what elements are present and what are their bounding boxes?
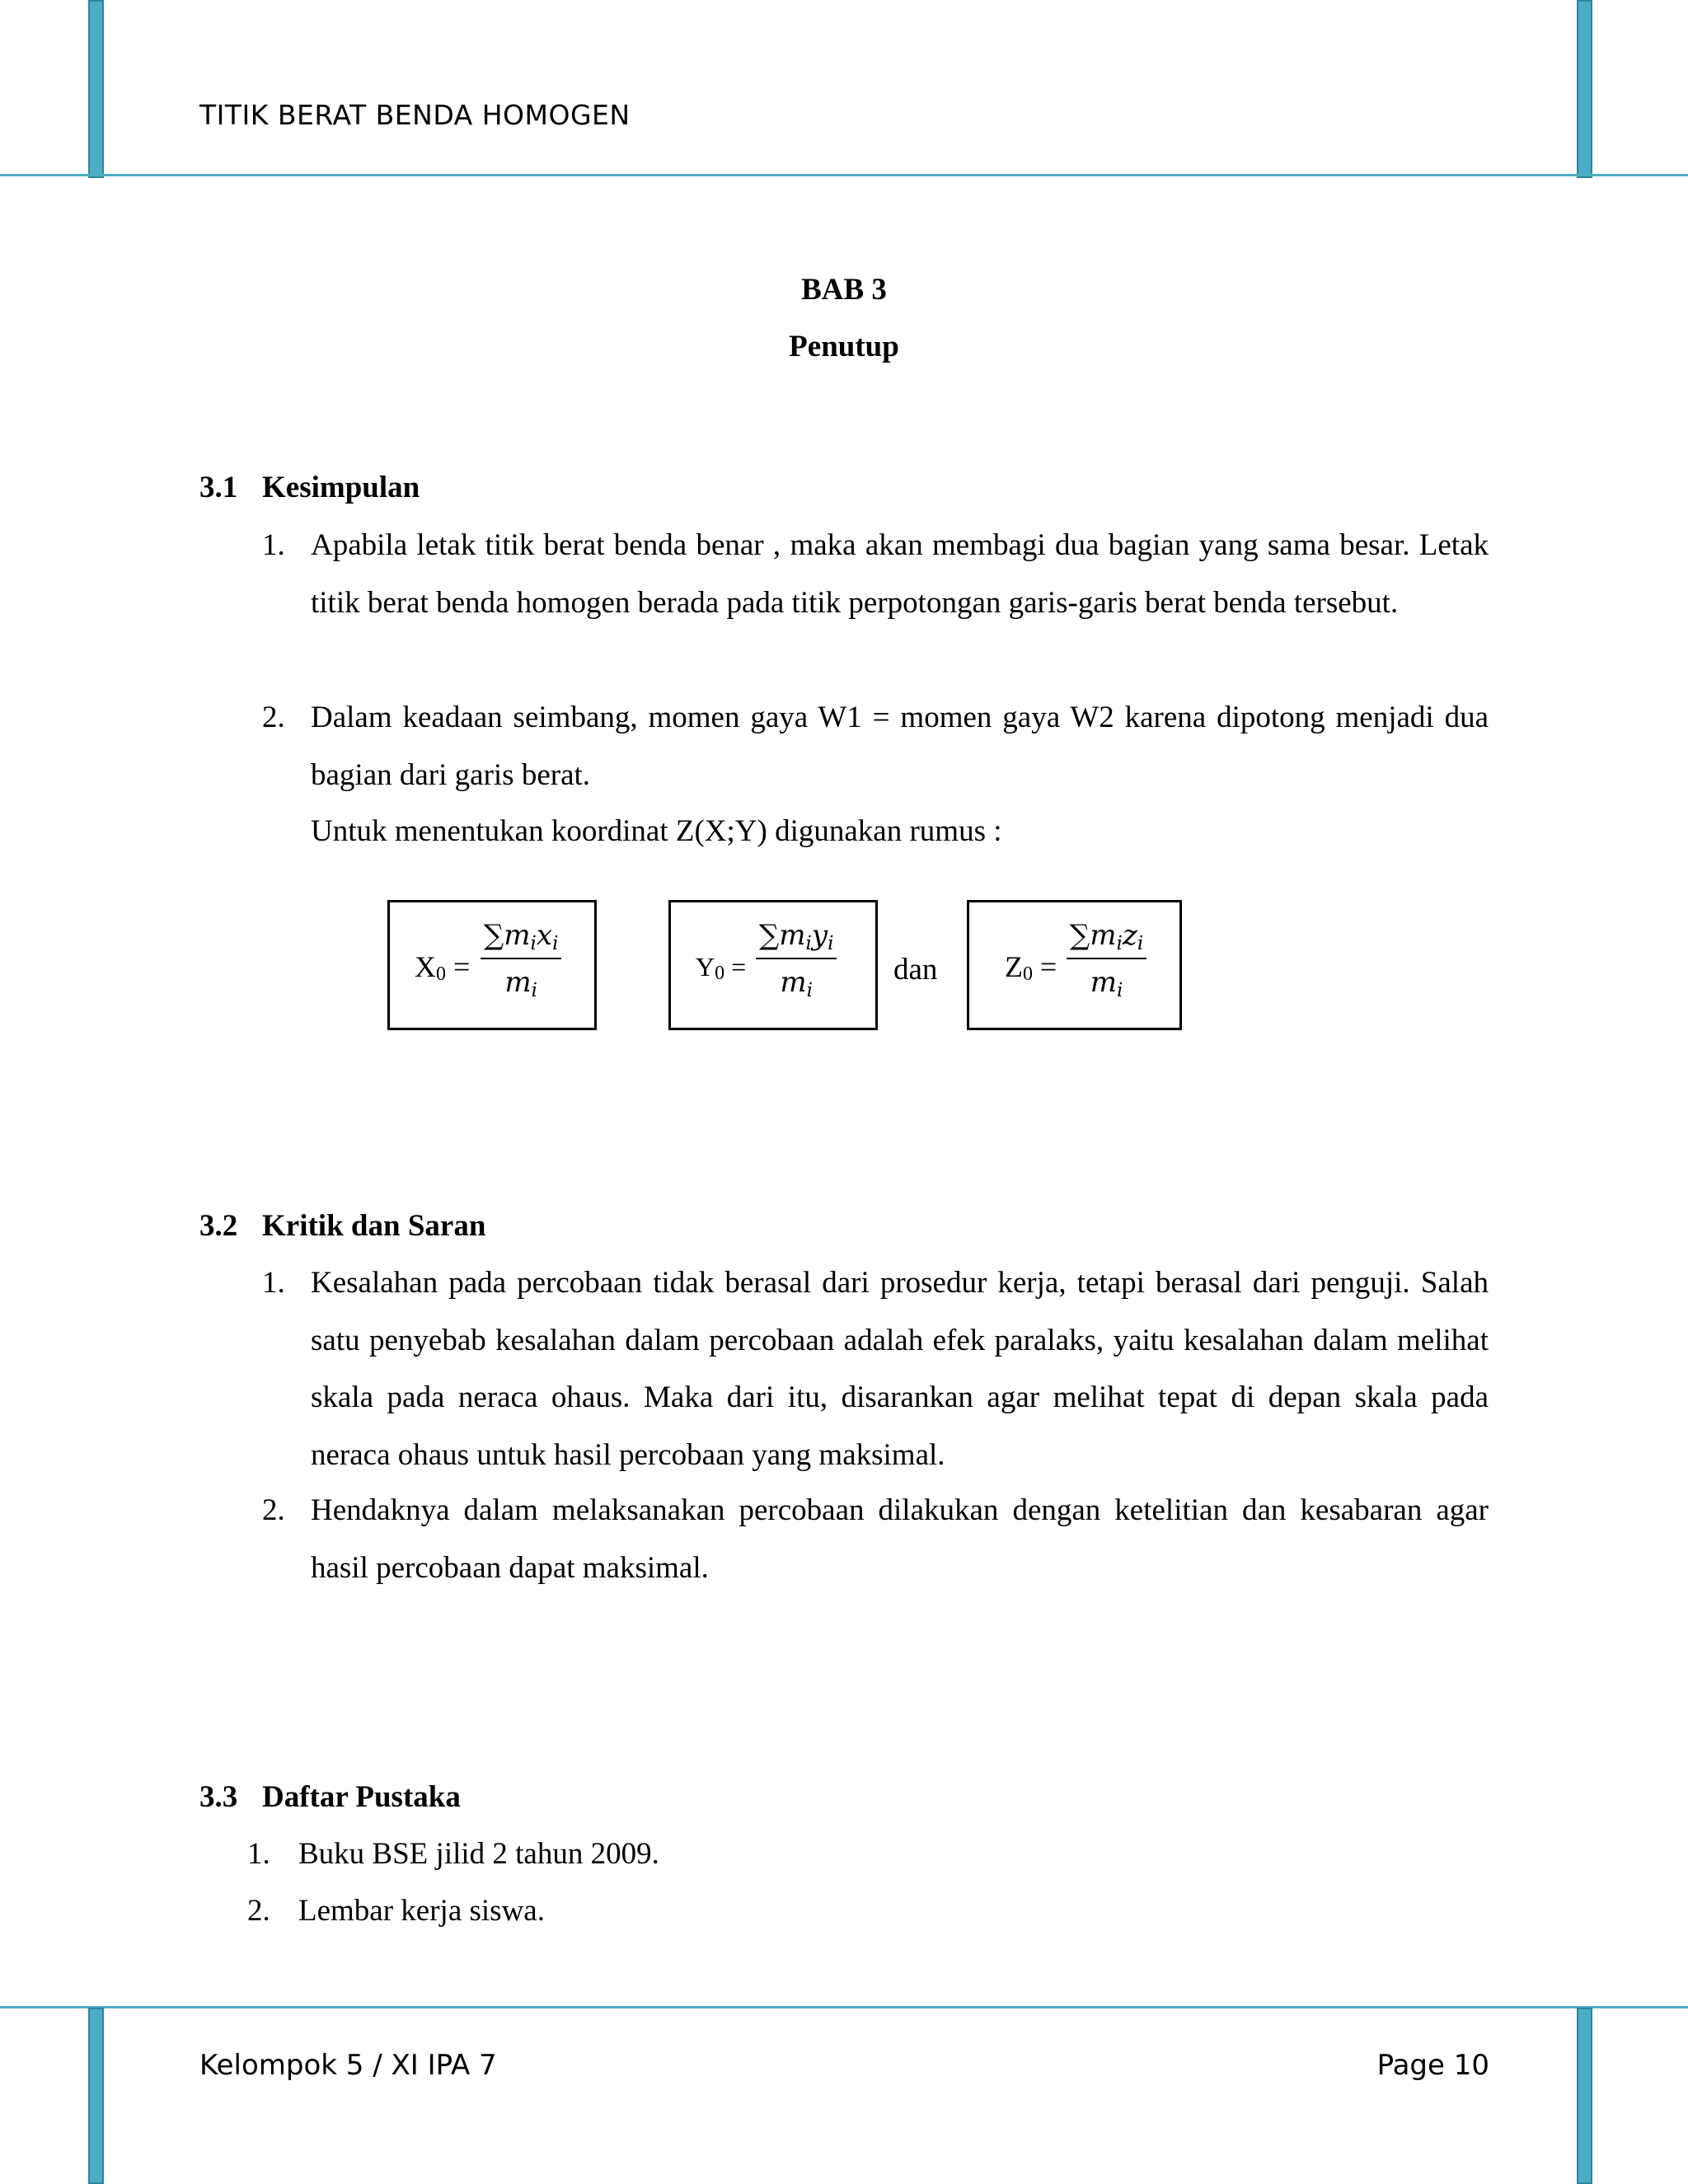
list-marker: 1. [262,528,285,562]
formula-box-z [967,900,1182,1030]
formula-box-y [668,900,878,1030]
formula-intro [262,803,1489,860]
section-number: 3.1 [199,471,238,504]
sum-symbol: ∑ [484,919,504,952]
list-marker: 2. [262,1493,285,1527]
formula-fraction [1067,919,1146,1001]
footer-right-bar [1577,2008,1592,2184]
section-title: Kesimpulan [262,471,420,504]
kesimpulan-item-1 [262,517,1489,631]
fraction-numerator: $\sum m_iz_i$ [1067,919,1146,959]
fraction-denominator: $m_i$ [504,966,538,1001]
reference-item-1 [247,1836,659,1872]
footer-group-label: Kelompok 5 / XI IPA 7 [199,2049,497,2082]
section-kesimpulan-heading [199,470,420,505]
header-right-bar [1577,0,1592,178]
formula-subscript: 0 [1023,963,1033,985]
formula-variable: Y [696,952,715,982]
section-pustaka-heading [199,1779,461,1815]
formula-variable: X [415,950,436,983]
list-item-text: Hendaknya dalam melaksanakan percobaan dilakukan dengan ketelitian dan kesabaran agar hasil percobaan dapat maksimal. [311,1493,1489,1585]
kesimpulan-item-2 [262,689,1489,804]
footer-page-number: Page 10 [1376,2049,1489,2082]
chapter-number: BAB 3 [801,273,887,307]
list-marker: 1. [262,1266,285,1300]
fraction-numerator: $\sum m_ix_i$ [481,919,561,959]
formula-equals: = [1040,950,1057,983]
formula-equals: = [453,950,471,983]
header-left-bar [88,0,104,178]
kritik-item-1 [262,1254,1489,1483]
chapter-title: Penutup [789,330,899,363]
section-kritik-heading [199,1208,485,1244]
reference-text: Buku BSE jilid 2 tahun 2009. [298,1837,659,1871]
list-marker: 2. [262,701,285,734]
formula-equals: = [731,952,747,982]
footer-rule [0,2006,1688,2008]
fraction-numerator: $\sum m_iy_i$ [756,919,837,959]
footer-left-bar [88,2008,104,2184]
header-title: TITIK BERAT BENDA HOMOGEN [199,99,631,131]
formula-lhs [1005,949,1057,986]
formula-fraction [756,919,837,1001]
list-marker: 2. [247,1894,270,1928]
section-number: 3.3 [199,1780,238,1814]
reference-item-2 [247,1893,545,1929]
formula-connector: dan [893,953,938,987]
list-item-text: Kesalahan pada percobaan tidak berasal dari prosedur kerja, tetapi berasal dari penguji. Salah satu penyebab kesalahan dalam percobaan adalah efek paralaks, yaitu kesalahan dalam melihat skala pada neraca ohaus. Maka dari itu, disarankan agar melihat tepat di depan skala pada neraca ohaus untuk hasil percobaan yang maksimal. [311,1266,1489,1472]
header-rule [0,174,1688,176]
kritik-item-2 [262,1482,1489,1596]
formula-subscript: 0 [715,963,725,984]
section-number: 3.2 [199,1209,238,1243]
formula-lhs [415,949,470,986]
formula-fraction [481,919,561,1001]
formula-intro-text: Untuk menentukan koordinat Z(X;Y) digunakan rumus : [311,814,1002,848]
reference-text: Lembar kerja siswa. [298,1894,545,1928]
fraction-denominator: $m_i$ [780,966,814,1001]
sum-symbol: ∑ [1070,919,1090,952]
formula-variable: Z [1005,950,1023,983]
list-marker: 1. [247,1837,270,1871]
list-item-text: Dalam keadaan seimbang, momen gaya W1 = momen gaya W2 karena dipotong menjadi dua bagian dari garis berat. [311,701,1489,792]
formula-subscript: 0 [436,963,446,985]
formula-lhs [696,952,746,985]
section-title: Kritik dan Saran [262,1209,486,1243]
list-item-text: Apabila letak titik berat benda benar , maka akan membagi dua bagian yang sama besar. Letak titik berat benda homogen berada pada titik perpotongan garis-garis berat benda tersebut. [311,528,1489,620]
section-title: Daftar Pustaka [262,1780,461,1814]
sum-symbol: ∑ [759,919,780,952]
formula-box-x [387,900,597,1030]
fraction-denominator: $m_i$ [1090,966,1123,1001]
